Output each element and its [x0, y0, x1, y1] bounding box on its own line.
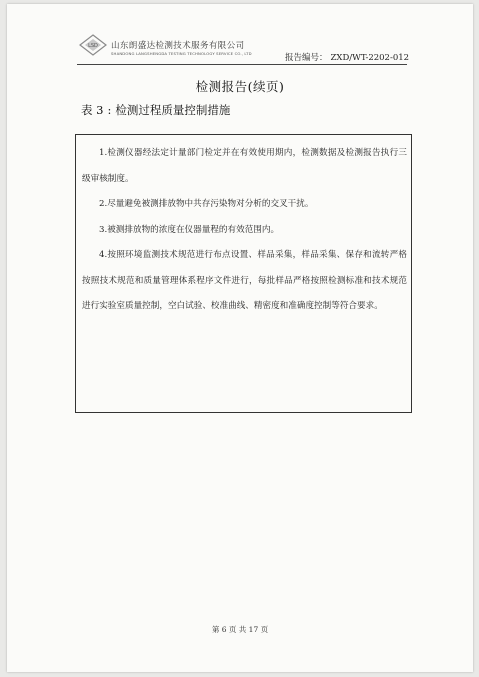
- svg-text:LSD: LSD: [88, 43, 98, 49]
- page-title: 检测报告(续页): [195, 79, 285, 94]
- header-divider: [77, 64, 407, 65]
- report-header: [7, 4, 473, 66]
- measures-list: [82, 141, 407, 320]
- measure-item: 4.按照环境监测技术规范进行布点设置、样品采集，样品采集、保存和流转严格按照技术规范和质量管理体系程序文件进行，每批样品严格按照检测标准和技术规范进行实验室质量控制，空白试验、校准曲线、精密度和准确度控制等符合要求。: [82, 250, 407, 311]
- report-number: [285, 51, 409, 63]
- table-title: 检测过程质量控制措施: [115, 103, 231, 117]
- table-number: 表 3: [81, 103, 104, 117]
- table-caption: [81, 102, 230, 118]
- company-name-cn: 山东朗盛达检测技术服务有限公司: [111, 41, 245, 51]
- table-separator: :: [107, 103, 112, 117]
- page-number: 第 6 页 共 17 页: [211, 625, 269, 634]
- measure-item: 1.检测仪器经法定计量部门检定并在有效使用期内，检测数据及检测报告执行三级审核制度。: [82, 148, 407, 184]
- measure-item: 3.被测排放物的浓度在仪器量程的有效范围内。: [99, 224, 280, 235]
- measure-item: 2.尽量避免被测排放物中共存污染物对分析的交叉干扰。: [99, 199, 314, 209]
- company-logo-icon: [79, 34, 107, 56]
- report-number-label: 报告编号：: [285, 53, 328, 63]
- measures-table: [75, 134, 412, 413]
- report-number-value: ZXD/WT-2202-012: [330, 53, 410, 63]
- company-name-en: SHANDONG LANGSHENGDA TESTING TECHNOLOGY SERVICE CO., LTD: [111, 51, 252, 56]
- report-page: [7, 4, 473, 672]
